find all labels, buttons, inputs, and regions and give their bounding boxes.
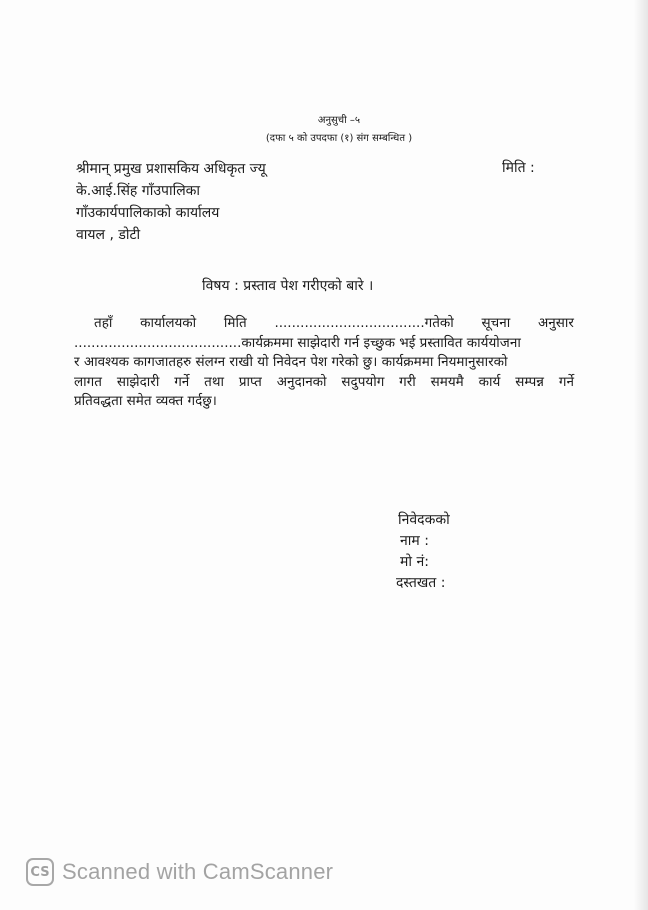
body-line-2: .......................................कार्यक्रममा साझेदारी गर्न इच्छुक भई प्रस्तावित कार्ययोजना	[74, 334, 521, 351]
recipient-address	[76, 158, 266, 246]
body-word: कार्यालयको	[140, 315, 197, 331]
camscanner-watermark	[26, 858, 333, 886]
subject-line: विषय : प्रस्ताव पेश गरीएको बारे ।	[202, 278, 374, 294]
body-line-1	[74, 314, 574, 334]
body-word: ...................................गतेको	[274, 315, 454, 331]
body-word: तहाँ	[94, 315, 113, 331]
applicant-mobile-label: मो नं:	[400, 554, 429, 570]
body-word: अनुसार	[537, 315, 574, 331]
address-line-2: के.आई.सिंह गाँउपालिका	[76, 183, 201, 199]
watermark-text: Scanned with CamScanner	[62, 859, 334, 884]
annex-reference: (दफा ५ को उपदफा (१) संग सम्बन्धित )	[265, 133, 413, 144]
body-word: तथा	[204, 373, 224, 390]
address-line-4: वायल , डोटी	[76, 227, 141, 243]
body-word: सूचना	[481, 315, 511, 331]
body-word: गर्ने	[174, 373, 190, 390]
applicant-name-label: नाम :	[400, 533, 429, 549]
body-word: मिति	[223, 315, 247, 331]
body-word: सम्पन्न	[515, 373, 544, 390]
body-word: अनुदानको	[276, 373, 327, 390]
annex-title: अनुसुची –५	[317, 115, 361, 126]
applicant-heading: निवेदकको	[398, 512, 450, 528]
body-line-3: र आवश्यक कागजातहरु संलग्न राखी यो निवेदन पेश गरेको छु। कार्यक्रममा नियमानुसारको	[74, 354, 508, 370]
applicant-signature-block	[396, 510, 450, 594]
body-word: कार्य	[478, 373, 501, 390]
address-line-1: श्रीमान् प्रमुख प्रशासकिय अधिकृत ज्यू	[76, 161, 266, 177]
body-word: लागत	[74, 373, 102, 390]
address-line-3: गाँउकार्यपालिकाको कार्यालय	[76, 205, 220, 221]
body-line-5: प्रतिवद्धता समेत व्यक्त गर्दछु।	[74, 393, 217, 409]
body-word: गरी	[399, 373, 416, 390]
body-word: सदुपयोग	[341, 373, 385, 390]
letter-body	[74, 314, 574, 412]
body-word: गर्ने	[558, 373, 574, 390]
date-label: मिति :	[502, 160, 535, 176]
body-word: साझेदारी	[116, 373, 160, 390]
camscanner-logo-icon: CS	[26, 858, 54, 886]
body-word: समयमै	[430, 373, 464, 390]
body-word: प्राप्त	[238, 373, 262, 390]
body-line-4	[74, 373, 574, 393]
document-header	[0, 112, 648, 144]
applicant-signature-label: दस्तखत :	[396, 575, 446, 591]
